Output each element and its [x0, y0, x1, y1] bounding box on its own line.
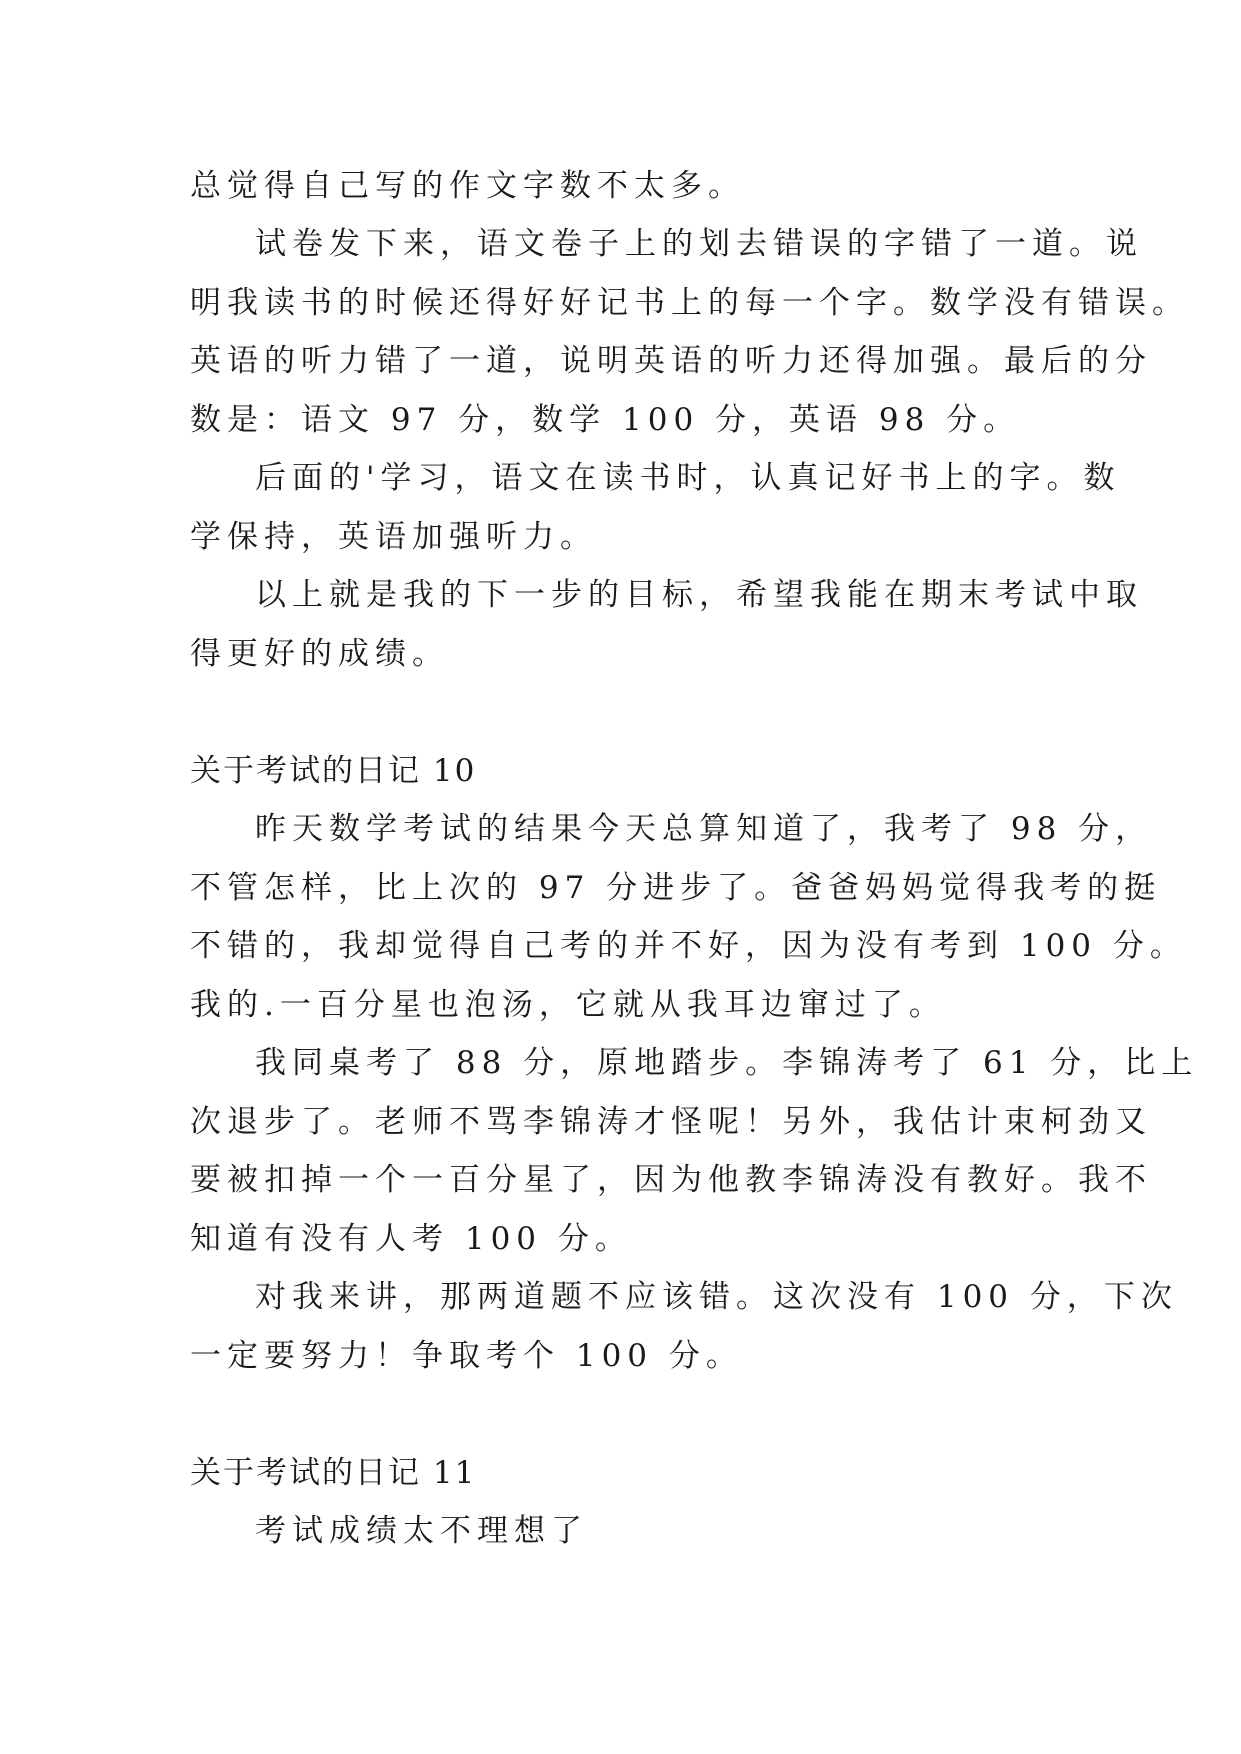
- paragraph-line: 要被扣掉一个一百分星了，因为他教李锦涛没有教好。我不: [190, 1162, 1152, 1198]
- paragraph-line: 不管怎样，比上次的 97 分进步了。爸爸妈妈觉得我考的挺: [190, 870, 1162, 906]
- paragraph-line: 后面的'学习，语文在读书时，认真记好书上的字。数: [255, 460, 1121, 496]
- paragraph-line: 学保持，英语加强听力。: [190, 519, 597, 555]
- section-heading: 关于考试的日记 11: [190, 1455, 477, 1491]
- paragraph-line: 次退步了。老师不骂李锦涛才怪呢！另外，我估计束柯劲又: [190, 1104, 1152, 1140]
- paragraph-line: 对我来讲，那两道题不应该错。这次没有 100 分，下次: [255, 1279, 1178, 1315]
- paragraph-line: 昨天数学考试的结果今天总算知道了，我考了 98 分，: [255, 811, 1153, 847]
- paragraph-line: 不错的，我却觉得自己考的并不好，因为没有考到 100 分。: [190, 928, 1187, 964]
- paragraph-line: 考试成绩太不理想了: [255, 1513, 588, 1549]
- paragraph-line: 数是：语文 97 分，数学 100 分，英语 98 分。: [190, 402, 1021, 438]
- paragraph-line: 得更好的成绩。: [190, 636, 449, 672]
- paragraph-line: 我同桌考了 88 分，原地踏步。李锦涛考了 61 分，比上: [255, 1045, 1199, 1081]
- paragraph-line: 我的.一百分星也泡汤，它就从我耳边窜过了。: [190, 987, 946, 1023]
- paragraph-line: 以上就是我的下一步的目标，希望我能在期末考试中取: [255, 577, 1143, 613]
- paragraph-line: 一定要努力！争取考个 100 分。: [190, 1338, 743, 1374]
- paragraph-line: 明我读书的时候还得好好记书上的每一个字。数学没有错误。: [190, 285, 1189, 321]
- section-heading: 关于考试的日记 10: [190, 753, 477, 789]
- paragraph-line: 总觉得自己写的作文字数不太多。: [190, 168, 745, 204]
- paragraph-line: 知道有没有人考 100 分。: [190, 1221, 632, 1257]
- paragraph-line: 英语的听力错了一道，说明英语的听力还得加强。最后的分: [190, 343, 1152, 379]
- paragraph-line: 试卷发下来，语文卷子上的划去错误的字错了一道。说: [255, 226, 1143, 262]
